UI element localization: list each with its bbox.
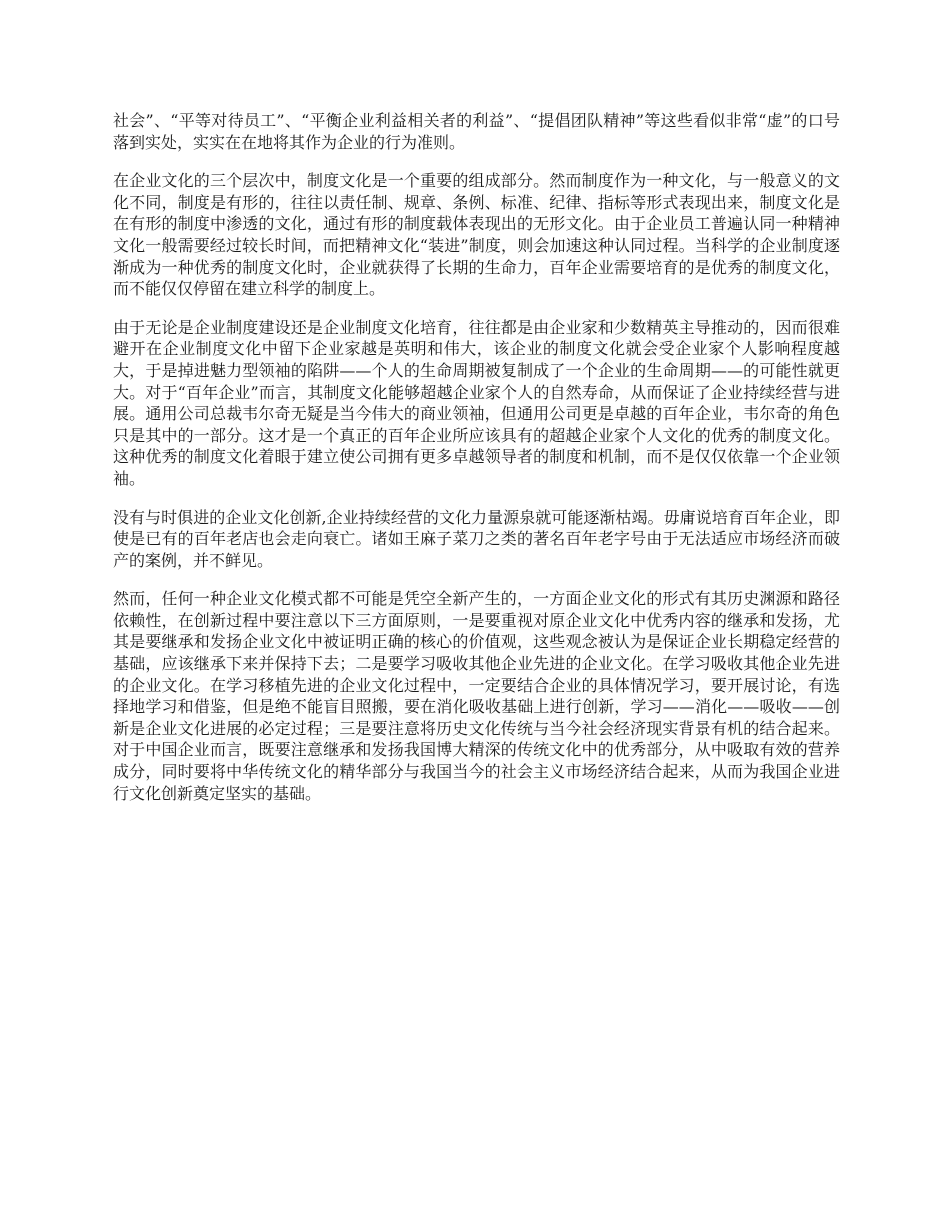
- paragraph-5: 然而，任何一种企业文化模式都不可能是凭空全新产生的，一方面企业文化的形式有其历史渊源和路径依赖性，在创新过程中要注意以下三方面原则，一是要重视对原企业文化中优秀内容的继承和发扬，尤其是要继承和发扬企业文化中被证明正确的核心的价值观，这些观念被认为是保证企业长期稳定经营的基础，应该继承下来并保持下去；二是要学习吸收其他企业先进的企业文化。在学习吸收其他企业先进的企业文化。在学习移植先进的企业文化过程中，一定要结合企业的具体情况学习，要开展讨论，有选择地学习和借鉴，但是绝不能盲目照搬，要在消化吸收基础上进行创新，学习——消化——吸收——创新是企业文化进展的必定过程；三是要注意将历史文化传统与当今社会经济现实背景有机的结合起来。对于中国企业而言，既要注意继承和发扬我国博大精深的传统文化中的优秀部分，从中吸取有效的营养成分，同时要将中华传统文化的精华部分与我国当今的社会主义市场经济结合起来，从而为我国企业进行文化创新奠定坚实的基础。: [113, 589, 840, 803]
- paragraph-2: 在企业文化的三个层次中，制度文化是一个重要的组成部分。然而制度作为一种文化，与一般意义的文化不同，制度是有形的，往往以责任制、规章、条例、标准、纪律、指标等形式表现出来，制度文化是在有形的制度中渗透的文化，通过有形的制度载体表现出的无形文化。由于企业员工普遍认同一种精神文化一般需要经过较长时间，而把精神文化“装进”制度，则会加速这种认同过程。当科学的企业制度逐渐成为一种优秀的制度文化时，企业就获得了长期的生命力，百年企业需要培育的是优秀的制度文化，而不能仅仅停留在建立科学的制度上。: [113, 171, 840, 299]
- paragraph-4: 没有与时俱进的企业文化创新,企业持续经营的文化力量源泉就可能逐渐枯竭。毋庸说培育百年企业，即使是已有的百年老店也会走向衰亡。诸如王麻子菜刀之类的著名百年老字号由于无法适应市场经济而破产的案例，并不鲜见。: [113, 507, 840, 570]
- document-body: [113, 110, 840, 821]
- paragraph-3: 由于无论是企业制度建设还是企业制度文化培育，往往都是由企业家和少数精英主导推动的，因而很难避开在企业制度文化中留下企业家越是英明和伟大，该企业的制度文化就会受企业家个人影响程度越大，于是掉进魅力型领袖的陷阱——个人的生命周期被复制成了一个企业的生命周期——的可能性就更大。对于“百年企业”而言，其制度文化能够超越企业家个人的自然寿命，从而保证了企业持续经营与进展。通用公司总裁韦尔奇无疑是当今伟大的商业领袖，但通用公司更是卓越的百年企业，韦尔奇的角色只是其中的一部分。这才是一个真正的百年企业所应该具有的超越企业家个人文化的优秀的制度文化。这种优秀的制度文化着眼于建立使公司拥有更多卓越领导者的制度和机制，而不是仅仅依靠一个企业领袖。: [113, 317, 840, 488]
- paragraph-1: 社会”、“平等对待员工”、“平衡企业利益相关者的利益”、“提倡团队精神”等这些看似非常“虚”的口号落到实处，实实在在地将其作为企业的行为准则。: [113, 111, 840, 152]
